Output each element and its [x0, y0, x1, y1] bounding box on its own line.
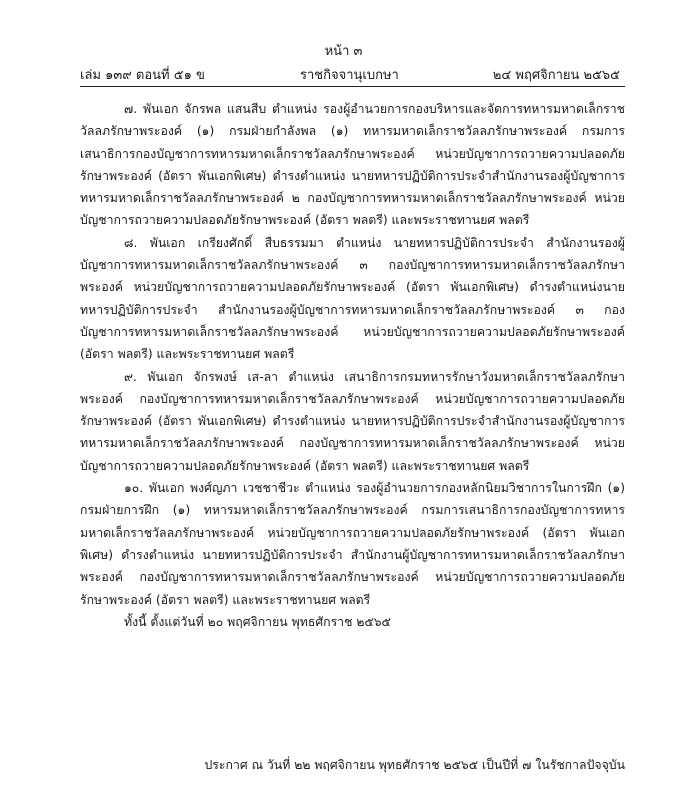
publication-date: ๒๔ พฤศจิกายน ๒๕๖๕	[492, 68, 620, 83]
appointment-paragraph-9: ๙. พันเอก จักรพงษ์ เส-ลา ตำแหน่ง เสนาธิการกรมทหารรักษาวังมหาดเล็กราชวัลลภรักษาพระองค์ กองบัญชาการทหารมหาดเล็กราชวัลลภรักษาพระองค์ หน่วยบัญชาการถวายความปลอดภัยรักษาพระองค์ (อัตรา พันเอกพิเศษ) ดำรงตำแหน่ง นายทหารปฏิบัติการประจำสำนักงานรองผู้บัญชาการทหารมหาดเล็กราชวัลลภรักษาพระองค์ กองบัญชาการทหารมหาดเล็กราชวัลลภรักษาพระองค์ หน่วยบัญชาการถวายความปลอดภัยรักษาพระองค์ (อัตรา พลตรี) และพระราชทานยศ พลตรี	[80, 369, 625, 473]
header-rule	[80, 86, 625, 87]
volume-issue: เล่ม ๑๓๙ ตอนที่ ๕๑ ข	[80, 68, 205, 83]
appointment-paragraph-10: ๑๐. พันเอก พงศ์ญภา เวชชาชีวะ ตำแหน่ง รองผู้อำนวยการกองหลักนิยมวิชาการในการฝึก (๑) กรมฝ่ายการฝึก (๑) ทหารมหาดเล็กราชวัลลภรักษาพระองค์ กรมการเสนาธิการกองบัญชาการทหารมหาดเล็กราชวัลลภรักษาพระองค์ หน่วยบัญชาการถวายความปลอดภัยรักษาพระองค์ (อัตรา พันเอกพิเศษ) ดำรงตำแหน่ง นายทหารปฏิบัติการประจำ สำนักงานผู้บัญชาการทหารมหาดเล็กราชวัลลภรักษาพระองค์ กองบัญชาการทหารมหาดเล็กราชวัลลภรักษาพระองค์ หน่วยบัญชาการถวายความปลอดภัยรักษาพระองค์ (อัตรา พลตรี) และพระราชทานยศ พลตรี	[80, 481, 625, 607]
gazette-title: ราชกิจจานุเบกษา	[300, 68, 399, 83]
gazette-header	[80, 64, 620, 84]
appointment-paragraph-7: ๗. พันเอก จักรพล แสนสีบ ตำแหน่ง รองผู้อำนวยการกองบริหารและจัดการทหารมหาดเล็กราชวัลลภรักษาพระองค์ (๑) กรมฝ่ายกำลังพล (๑) ทหารมหาดเล็กราชวัลลภรักษาพระองค์ กรมการเสนาธิการกองบัญชาการทหารมหาดเล็กราชวัลลภรักษาพระองค์ หน่วยบัญชาการถวายความปลอดภัยรักษาพระองค์ (อัตรา พันเอกพิเศษ) ดำรงตำแหน่ง นายทหารปฏิบัติการประจำสำนักงานรองผู้บัญชาการทหารมหาดเล็กราชวัลลภรักษาพระองค์ ๒ กองบัญชาการทหารมหาดเล็กราชวัลลภรักษาพระองค์ หน่วยบัญชาการถวายความปลอดภัยรักษาพระองค์ (อัตรา พลตรี) และพระราชทานยศ พลตรี	[80, 102, 625, 228]
page-number: หน้า ๓	[324, 44, 363, 59]
document-body	[80, 98, 625, 633]
effective-date-line: ทั้งนี้ ตั้งแต่วันที่ ๒๐ พฤศจิกายน พุทธศักราช ๒๕๖๕	[124, 614, 391, 629]
appointment-paragraph-8: ๘. พันเอก เกรียงศักดิ์ สืบธรรมมา ตำแหน่ง นายทหารปฏิบัติการประจำ สำนักงานรองผู้บัญชาการทหารมหาดเล็กราชวัลลภรักษาพระองค์ ๓ กองบัญชาการทหารมหาดเล็กราชวัลลภรักษาพระองค์ หน่วยบัญชาการถวายความปลอดภัยรักษาพระองค์ (อัตรา พันเอกพิเศษ) ดำรงตำแหน่งนายทหารปฏิบัติการประจำ สำนักงานรองผู้บัญชาการทหารมหาดเล็กราชวัลลภรักษาพระองค์ ๓ กองบัญชาการทหารมหาดเล็กราชวัลลภรักษาพระองค์ หน่วยบัญชาการถวายความปลอดภัยรักษาพระองค์ (อัตรา พลตรี) และพระราชทานยศ พลตรี	[80, 235, 625, 362]
announcement-date-line: ประกาศ ณ วันที่ ๒๒ พฤศจิกายน พุทธศักราช ๒๕๖๕ เป็นปีที่ ๗ ในรัชกาลปัจจุบัน	[204, 758, 625, 772]
